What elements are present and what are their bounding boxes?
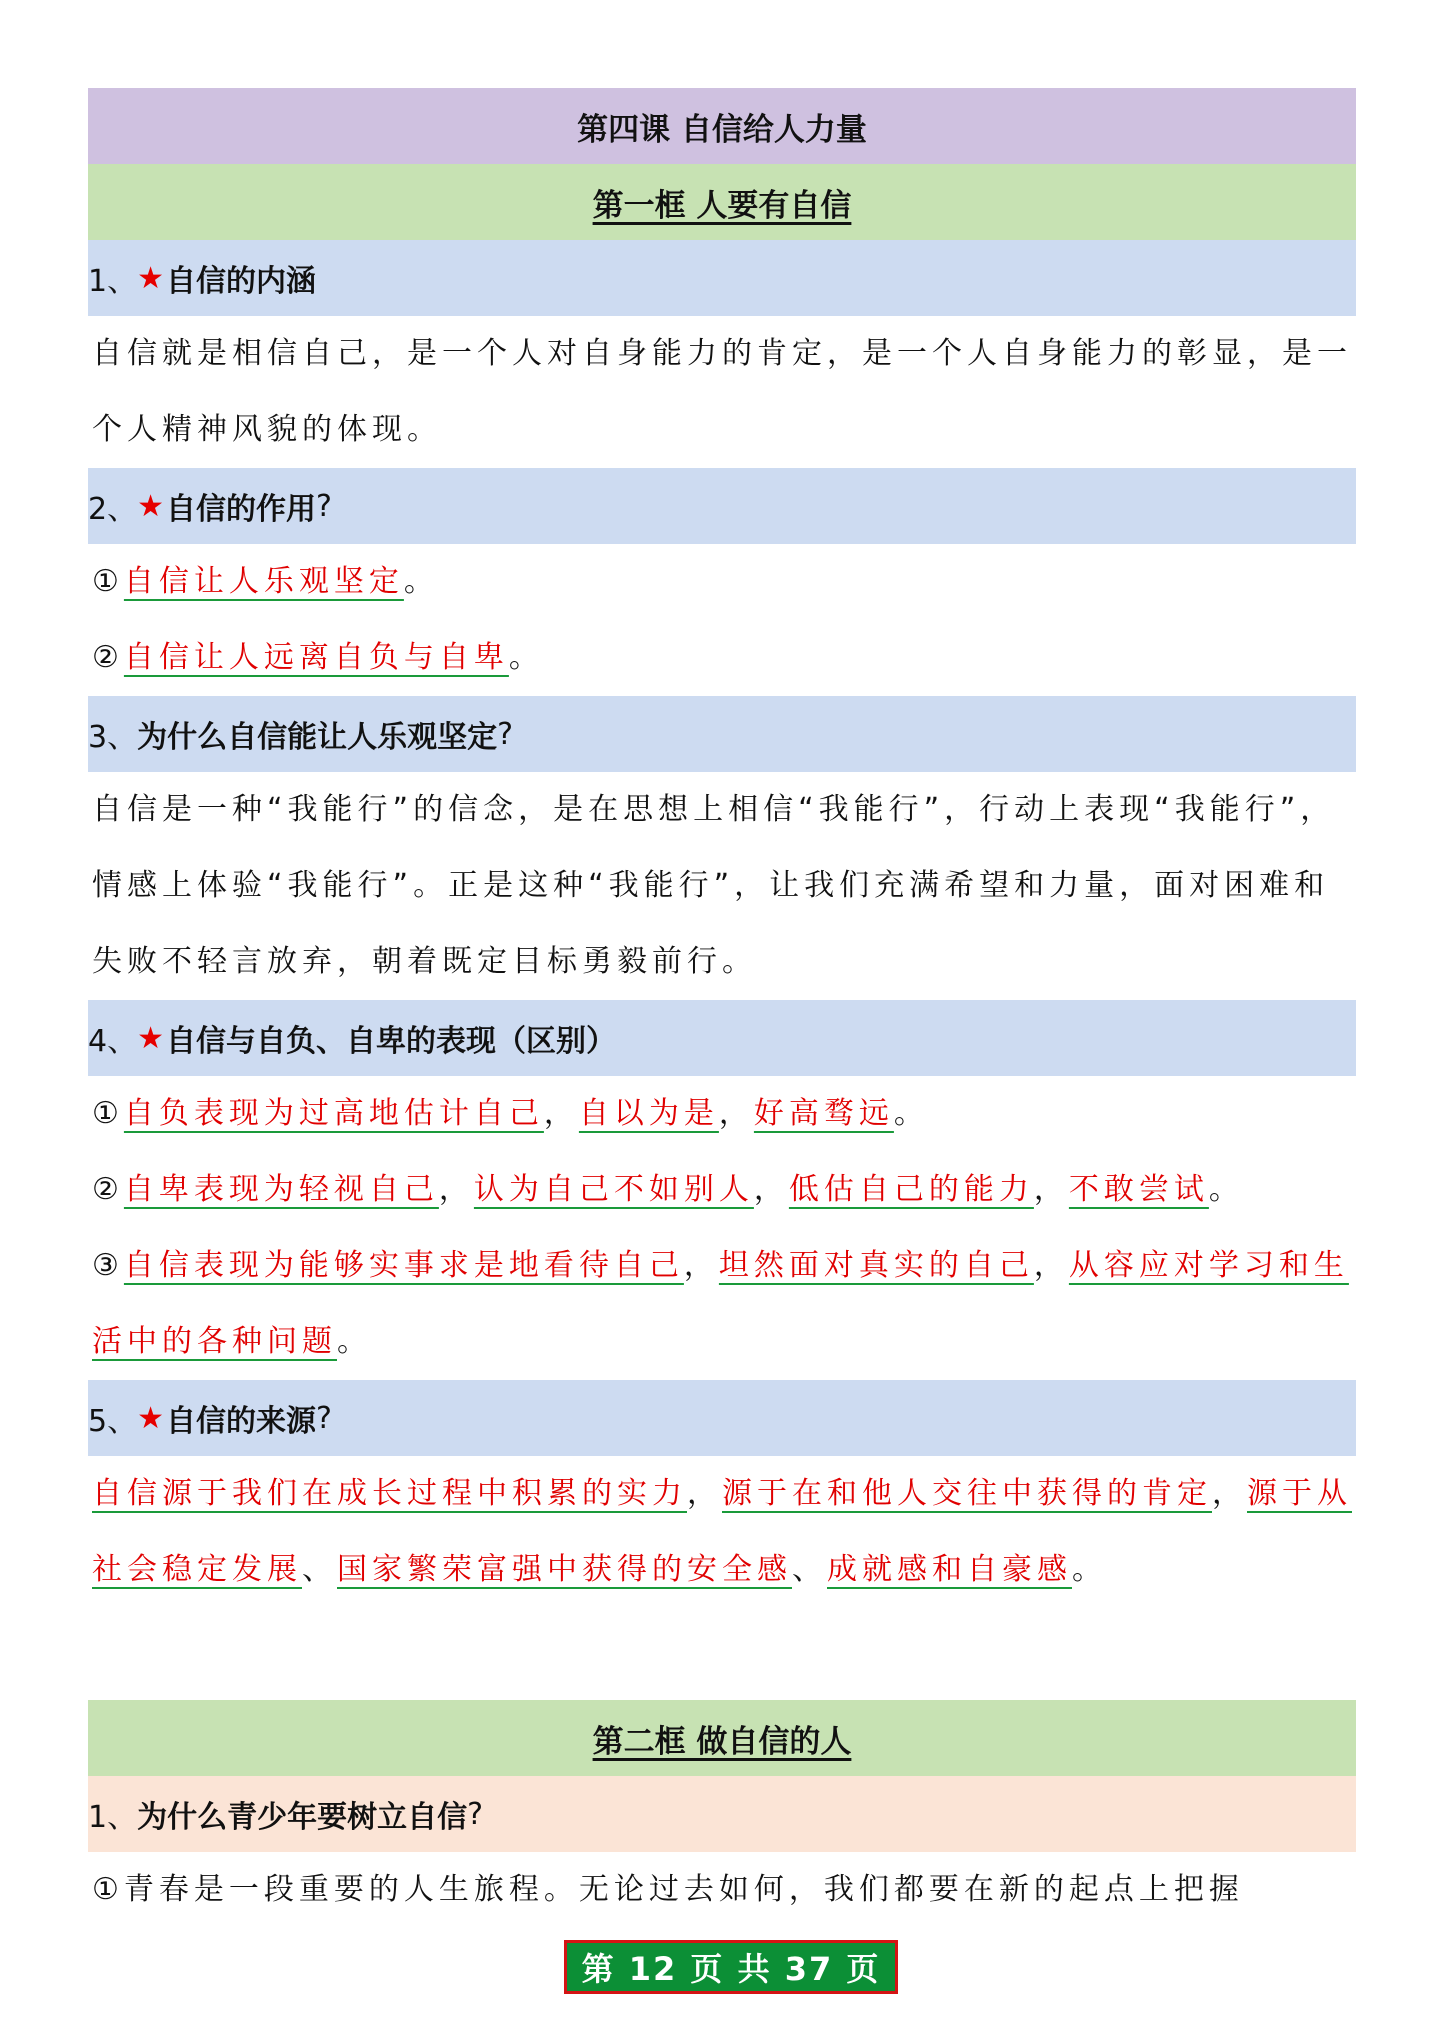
- answer-text: 自以为是: [578, 1096, 719, 1131]
- answer-text: 认为自己不如别人: [473, 1172, 754, 1207]
- punct: 。: [337, 1324, 372, 1359]
- answer-text: 自信源于我们在成长过程中积累的实力: [92, 1476, 687, 1511]
- frame2-section-1-heading: [88, 1776, 1356, 1852]
- star-icon: ★: [137, 1020, 164, 1056]
- frame2-title-bar: [88, 1700, 1356, 1776]
- answer-text: 自信表现为能够实事求是地看待自己: [123, 1248, 684, 1283]
- page-number-text: 第 12 页 共 37 页: [581, 1950, 881, 1988]
- section-title: 自信的内涵: [166, 264, 316, 299]
- question-mark: ?: [316, 1400, 332, 1436]
- punct: 。: [893, 1096, 929, 1131]
- list-item: [88, 1152, 1356, 1228]
- section-2-heading: [88, 468, 1356, 544]
- answer-text: 自卑表现为轻视自己: [123, 1172, 439, 1207]
- punct: ，: [1033, 1172, 1069, 1207]
- section-title: 自信的作用: [166, 492, 316, 527]
- list-item: [88, 1228, 1356, 1380]
- spacer: [88, 1608, 1356, 1700]
- answer-text: 低估自己的能力: [788, 1172, 1034, 1207]
- frame2-section-1-paragraph: ①青春是一段重要的人生旅程。无论过去如何，我们都要在新的起点上把握: [92, 1872, 1244, 1907]
- punct: 、: [302, 1552, 337, 1587]
- punct: ，: [1212, 1476, 1247, 1511]
- frame1-title: 第一框 人要有自信: [592, 187, 852, 224]
- answer-text: 源于在和他人交往中获得的肯定: [722, 1476, 1212, 1511]
- section-number: 3、: [88, 720, 138, 755]
- section-4-heading: [88, 1000, 1356, 1076]
- punct: ，: [718, 1096, 754, 1131]
- question-mark: ?: [467, 1796, 484, 1832]
- punct: ，: [543, 1096, 579, 1131]
- section-number: 1、: [88, 264, 138, 299]
- star-icon: ★: [137, 260, 164, 296]
- section-number: 2、: [88, 492, 138, 527]
- question-mark: ?: [497, 716, 514, 752]
- punct: ，: [1033, 1248, 1069, 1283]
- section-1-heading: [88, 240, 1356, 316]
- punct: ，: [753, 1172, 789, 1207]
- star-icon: ★: [137, 488, 164, 524]
- answer-text: 不敢尝试: [1068, 1172, 1209, 1207]
- star-icon: ★: [137, 1400, 164, 1436]
- punct: 、: [792, 1552, 827, 1587]
- list-item: [88, 620, 1356, 696]
- item-marker: ①: [92, 564, 124, 599]
- answer-text: 从容应对学习和生活中的各种问题: [92, 1248, 1349, 1359]
- item-end: 。: [403, 564, 439, 599]
- answer-text: 好高骛远: [753, 1096, 894, 1131]
- list-item: [88, 1076, 1356, 1152]
- punct: ，: [687, 1476, 722, 1511]
- question-mark: ?: [316, 488, 332, 524]
- section-5-paragraph: [88, 1456, 1356, 1608]
- frame1-title-bar: [88, 164, 1356, 240]
- frame2-title: 第二框 做自信的人: [592, 1723, 852, 1760]
- answer-text: 自负表现为过高地估计自己: [123, 1096, 544, 1131]
- answer-text: 自信让人远离自负与自卑: [123, 640, 509, 675]
- item-end: 。: [508, 640, 544, 675]
- lesson-title-bar: [88, 88, 1356, 164]
- punct: 。: [1208, 1172, 1244, 1207]
- item-marker: ③: [92, 1248, 124, 1283]
- section-title: 自信与自负、自卑的表现（区别）: [166, 1024, 616, 1059]
- answer-text: 自信让人乐观坚定: [123, 564, 404, 599]
- answer-text: 成就感和自豪感: [827, 1552, 1072, 1587]
- section-3-heading: [88, 696, 1356, 772]
- section-5-heading: [88, 1380, 1356, 1456]
- list-item: [88, 544, 1356, 620]
- answer-text: 国家繁荣富强中获得的安全感: [337, 1552, 792, 1587]
- page-content: [88, 88, 1356, 1928]
- page-number-badge: [564, 1940, 898, 1994]
- lesson-title: 第四课 自信给人力量: [577, 111, 867, 148]
- section-title: 为什么青少年要树立自信: [137, 1800, 468, 1835]
- punct: 。: [1072, 1552, 1107, 1587]
- item-marker: ②: [92, 1172, 124, 1207]
- punct: ，: [438, 1172, 474, 1207]
- answer-text: 坦然面对真实的自己: [718, 1248, 1034, 1283]
- section-number: 4、: [88, 1024, 138, 1059]
- section-number: 1、: [88, 1800, 138, 1835]
- item-marker: ①: [92, 1096, 124, 1131]
- section-1-paragraph: 自信就是相信自己，是一个人对自身能力的肯定，是一个人自身能力的彰显，是一个人精神风貌的体现。: [92, 336, 1352, 447]
- section-title: 为什么自信能让人乐观坚定: [137, 720, 498, 755]
- answer-text: 源于从社会稳定发展: [92, 1476, 1352, 1587]
- punct: ，: [683, 1248, 719, 1283]
- section-3-paragraph: 自信是一种“我能行”的信念，是在思想上相信“我能行”，行动上表现“我能行”，情感上体验“我能行”。正是这种“我能行”，让我们充满希望和力量，面对困难和失败不轻言放弃，朝着既定目标勇毅前行。: [92, 792, 1336, 979]
- section-number: 5、: [88, 1404, 138, 1439]
- item-marker: ②: [92, 640, 124, 675]
- section-title: 自信的来源: [166, 1404, 316, 1439]
